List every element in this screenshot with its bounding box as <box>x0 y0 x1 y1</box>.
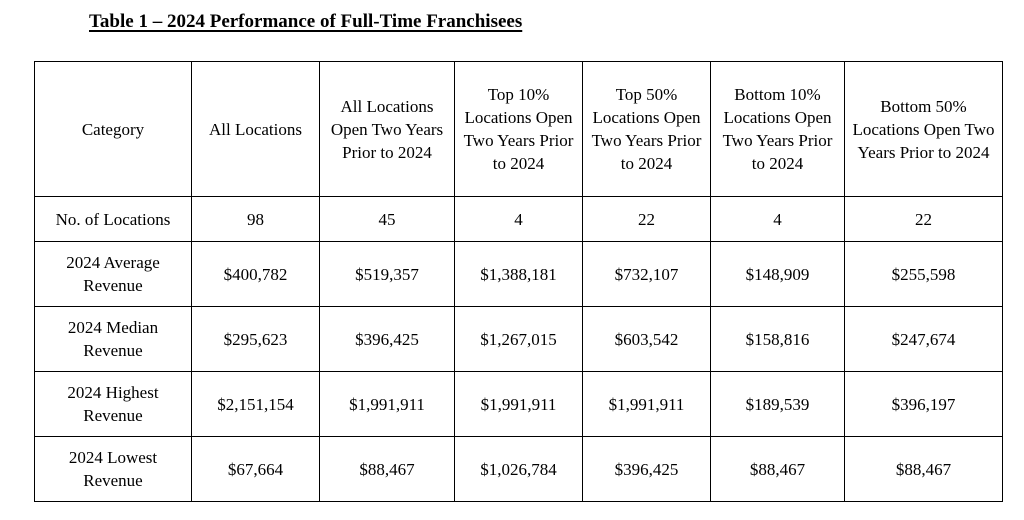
table-cell: $148,909 <box>711 242 845 307</box>
table-cell: $732,107 <box>583 242 711 307</box>
header-bottom-50-percent: Bottom 50% Locations Open Two Years Prior to 2024 <box>845 62 1003 197</box>
table-row <box>35 372 1003 437</box>
header-top-50-percent: Top 50% Locations Open Two Years Prior to 2024 <box>583 62 711 197</box>
table-cell: $396,197 <box>845 372 1003 437</box>
header-all-locations-open-two-years: All Locations Open Two Years Prior to 2024 <box>320 62 455 197</box>
row-label: 2024 Average Revenue <box>35 242 192 307</box>
table-cell: $189,539 <box>711 372 845 437</box>
table-cell: $88,467 <box>845 437 1003 502</box>
table-cell: $1,991,911 <box>455 372 583 437</box>
table-cell: $295,623 <box>192 307 320 372</box>
row-label: 2024 Median Revenue <box>35 307 192 372</box>
table-cell: $1,026,784 <box>455 437 583 502</box>
table-cell: $88,467 <box>320 437 455 502</box>
table-row <box>35 307 1003 372</box>
table-cell: 22 <box>845 197 1003 242</box>
table-cell: $255,598 <box>845 242 1003 307</box>
table-cell: $2,151,154 <box>192 372 320 437</box>
table-cell: $1,991,911 <box>320 372 455 437</box>
table-cell: $1,991,911 <box>583 372 711 437</box>
table-cell: $67,664 <box>192 437 320 502</box>
table-cell: $396,425 <box>320 307 455 372</box>
table-cell: $158,816 <box>711 307 845 372</box>
table-cell: $1,388,181 <box>455 242 583 307</box>
header-row <box>35 62 1003 197</box>
table-cell: $603,542 <box>583 307 711 372</box>
row-label: 2024 Lowest Revenue <box>35 437 192 502</box>
header-category: Category <box>35 62 192 197</box>
franchisee-performance-table <box>34 61 1003 502</box>
table-cell: $88,467 <box>711 437 845 502</box>
table-cell: $400,782 <box>192 242 320 307</box>
table-caption: Table 1 – 2024 Performance of Full-Time Franchisees <box>89 11 523 32</box>
table-cell: 22 <box>583 197 711 242</box>
table-cell: 98 <box>192 197 320 242</box>
table-cell: 4 <box>711 197 845 242</box>
table-cell: $247,674 <box>845 307 1003 372</box>
table-cell: $1,267,015 <box>455 307 583 372</box>
header-all-locations: All Locations <box>192 62 320 197</box>
table-cell: 45 <box>320 197 455 242</box>
table-row <box>35 242 1003 307</box>
table-row <box>35 437 1003 502</box>
table-cell: $396,425 <box>583 437 711 502</box>
table-cell: 4 <box>455 197 583 242</box>
table-cell: $519,357 <box>320 242 455 307</box>
table-row <box>35 197 1003 242</box>
header-top-10-percent: Top 10% Locations Open Two Years Prior to 2024 <box>455 62 583 197</box>
header-bottom-10-percent: Bottom 10% Locations Open Two Years Prior to 2024 <box>711 62 845 197</box>
row-label: No. of Locations <box>35 197 192 242</box>
row-label: 2024 Highest Revenue <box>35 372 192 437</box>
